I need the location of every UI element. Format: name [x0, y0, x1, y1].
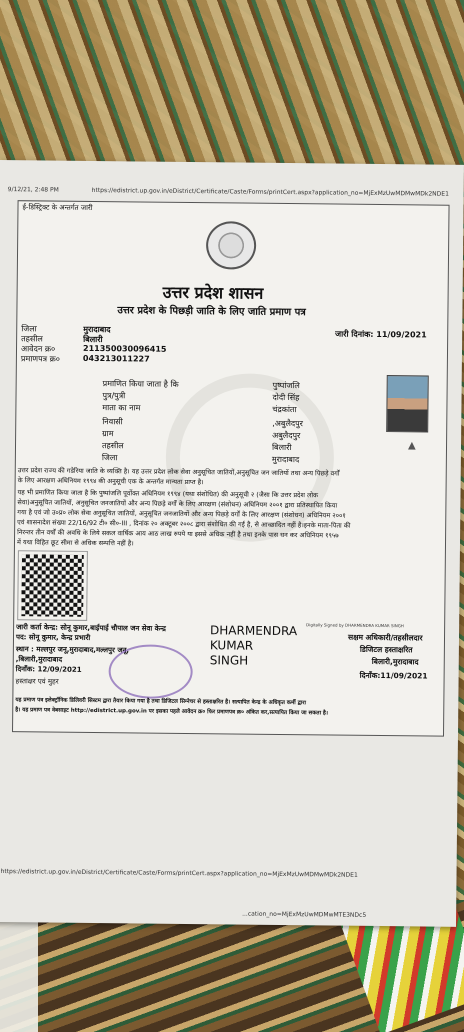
label-mother: माता का नाम — [102, 403, 141, 413]
caste-certificate — [12, 200, 450, 736]
sign-and-seal: हस्ताक्षर एवं मुहर — [15, 677, 59, 686]
label-certified: प्रमाणित किया जाता है कि — [102, 379, 179, 389]
body-line-4: सेवा)अनुसूचित जातियों, अनुसूचित जनजातियों और अन्य पिछड़े वर्गों के लिए आरक्षण (संशोधन) अधिनियम २००१ द्वारा प्रतिस्थापित किया — [17, 498, 338, 510]
paper-corner — [0, 905, 38, 1032]
signer-name-3: SINGH — [209, 653, 249, 668]
officer-sign: डिजिटल हस्ताक्षरित — [359, 644, 413, 655]
issuer-centre: जारी कर्ता केन्द्र: सोनू कुमार,बाईपाई चौपाल जन सेवा केन्द्र — [16, 623, 166, 633]
value-village: अबुलैदपुर — [272, 430, 301, 441]
label-application-no: आवेदन क्र० — [20, 344, 56, 354]
label-certificate-no: प्रमाणपत्र क्र० — [20, 354, 60, 364]
applicant-photo — [386, 375, 429, 432]
label-district-2: जिला — [101, 453, 118, 463]
footer-note-1: यह प्रमाण पत्र इलेक्ट्रॉनिक डिलिवरी सिस्टम द्वारा तैयार किया गया है तथा डिजिटल सिग्नेचर से हस्ताक्षरित है। सत्यापित केन्द्र के अधिकृत कर्मी द्वारा — [15, 697, 306, 707]
signer-name-1: DHARMENDRA — [210, 623, 298, 639]
body-line-8: में यथा विहित छूट सीमा से अधिक सम्पत्ति नहीं है। — [16, 538, 134, 548]
e-district-note: ई-डिस्ट्रिक्ट के अन्तर्गत जारी — [22, 203, 93, 212]
hologram-mark-icon: ▲ — [407, 440, 416, 452]
cert-subtitle: उत्तर प्रदेश के पिछड़ी जाति के लिए जाति प्रमाण पत्र — [117, 305, 306, 319]
body-line-1: उत्तर प्रदेश राज्य की गडेरिया जाति के व्यक्ति है। यह उत्तर प्रदेश लोक सेवा अनुसूचित जातियों,अनुसूचित जन जातियों तथा अन्य पिछड़े वर्गों — [17, 466, 340, 478]
issuer-place: स्थान : मल्लपुर जनू,मुरादाबाद,मल्लपुर जनू, — [15, 645, 130, 655]
value-father: दोदी सिंह — [272, 392, 300, 403]
official-stamp — [108, 644, 193, 699]
label-district: जिला — [21, 324, 37, 334]
officer-place: बिलारी,मुरादाबाद — [371, 656, 419, 667]
body-line-5: गया है एवं जो उ०प्र० लोक सेवा अनुसूचित जातियों, अनुसूचित जनजातियों और अन्य पिछड़े वर्गों के लिए आरक्षण (संशोधन) अधिनियम २००१ — [17, 508, 346, 520]
qr-code — [18, 551, 87, 620]
label-son-daughter: पुत्र/पुत्री — [102, 391, 126, 401]
body-line-7: निरन्तर तीन वर्षों की अवधि के लिये सकल वार्षिक आय आठ लाख रुपये या इससे अधिक नहीं है तथा इनके पास धन कर अधिनियम १९५७ — [17, 528, 339, 540]
woven-cot-top — [0, 0, 464, 170]
value-name: पुष्पांजलि — [272, 380, 300, 391]
label-resident: निवासी — [102, 417, 123, 427]
value-resident: ,अबुलैदपुर — [272, 418, 304, 429]
label-village: ग्राम — [102, 429, 114, 439]
body-line-6: एवं शासनादेश संख्या 22/16/92 टी० सी०-III , दिनांक २० अक्टूबर २००८ द्वारा संशोधित की गई है, से आच्छादित नहीं है।इनके माता-पिता की — [17, 518, 351, 530]
value-application-no: 211350030096415 — [82, 343, 167, 354]
value-mother: चंद्रकांता — [272, 404, 297, 415]
issuer-place-2: ,बिलारी,मुरादाबाद — [15, 655, 63, 664]
issue-date: जारी दिनांक: 11/09/2021 — [335, 329, 427, 340]
digital-sign-note: Digitally Signed by DHARMENDRA KUMAR SINGH — [306, 622, 404, 629]
issuer-post: पद: सोनू कुमार, केन्द्र प्रभारी — [15, 633, 91, 642]
print-url-top: https://edistrict.up.gov.in/eDistrict/Certificate/Caste/Forms/printCert.aspx?application_no=MjExMzUwMDMwMDk2NDE1 — [91, 186, 449, 198]
value-district: मुरादाबाद — [83, 324, 111, 335]
body-line-2: के लिए आरक्षण अधिनियम १९९४ की अनुसूची एक के अन्तर्गत मान्यता प्राप्त है। — [17, 476, 204, 487]
printed-page — [0, 160, 464, 927]
label-tehsil-2: तहसील — [101, 441, 124, 451]
officer-date: दिनाँक:11/09/2021 — [359, 670, 428, 681]
officer-title: सक्षम अधिकारी/तहसीलदार — [347, 632, 423, 643]
issuer-date: दिनाँक: 12/09/2021 — [15, 665, 82, 674]
print-date: 9/12/21, 2:48 PM — [7, 186, 59, 194]
footer-note-2: है। यह प्रमाण पत्र वेबसाइट http://edistrict.up.gov.in पर इसका पहले आवेदन क्र० फिर प्रमाणपत्र क्र० अंकित कर,सत्यापित किया जा सकता है। — [15, 707, 328, 717]
govt-title: उत्तर प्रदेश शासन — [162, 282, 264, 303]
value-certificate-no: 043213011227 — [82, 353, 150, 364]
label-tehsil: तहसील — [21, 334, 43, 344]
value-district-2: मुरादाबाद — [271, 454, 300, 465]
value-tehsil: बिलारी — [83, 334, 103, 345]
print-url-bottom: https://edistrict.up.gov.in/eDistrict/Certificate/Caste/Forms/printCert.aspx?application_no=MjExMzUwMDMwMDk2NDE1 — [0, 868, 358, 879]
signer-name-2: KUMAR — [209, 638, 254, 653]
up-government-emblem-icon — [206, 221, 256, 270]
value-tehsil-2: बिलारी — [271, 442, 292, 453]
print-url-bottom-2: ...cation_no=MjExMzUwMDMwMTE3NDc5 — [242, 910, 367, 919]
body-line-3: यह भी प्रमाणित किया जाता है कि पुष्पांजलि पूर्वोक्त अधिनियम १९९४ (यथा संशोधित) की अनुसूची २ (जैसा कि उत्तर प्रदेश लोक — [17, 488, 319, 500]
